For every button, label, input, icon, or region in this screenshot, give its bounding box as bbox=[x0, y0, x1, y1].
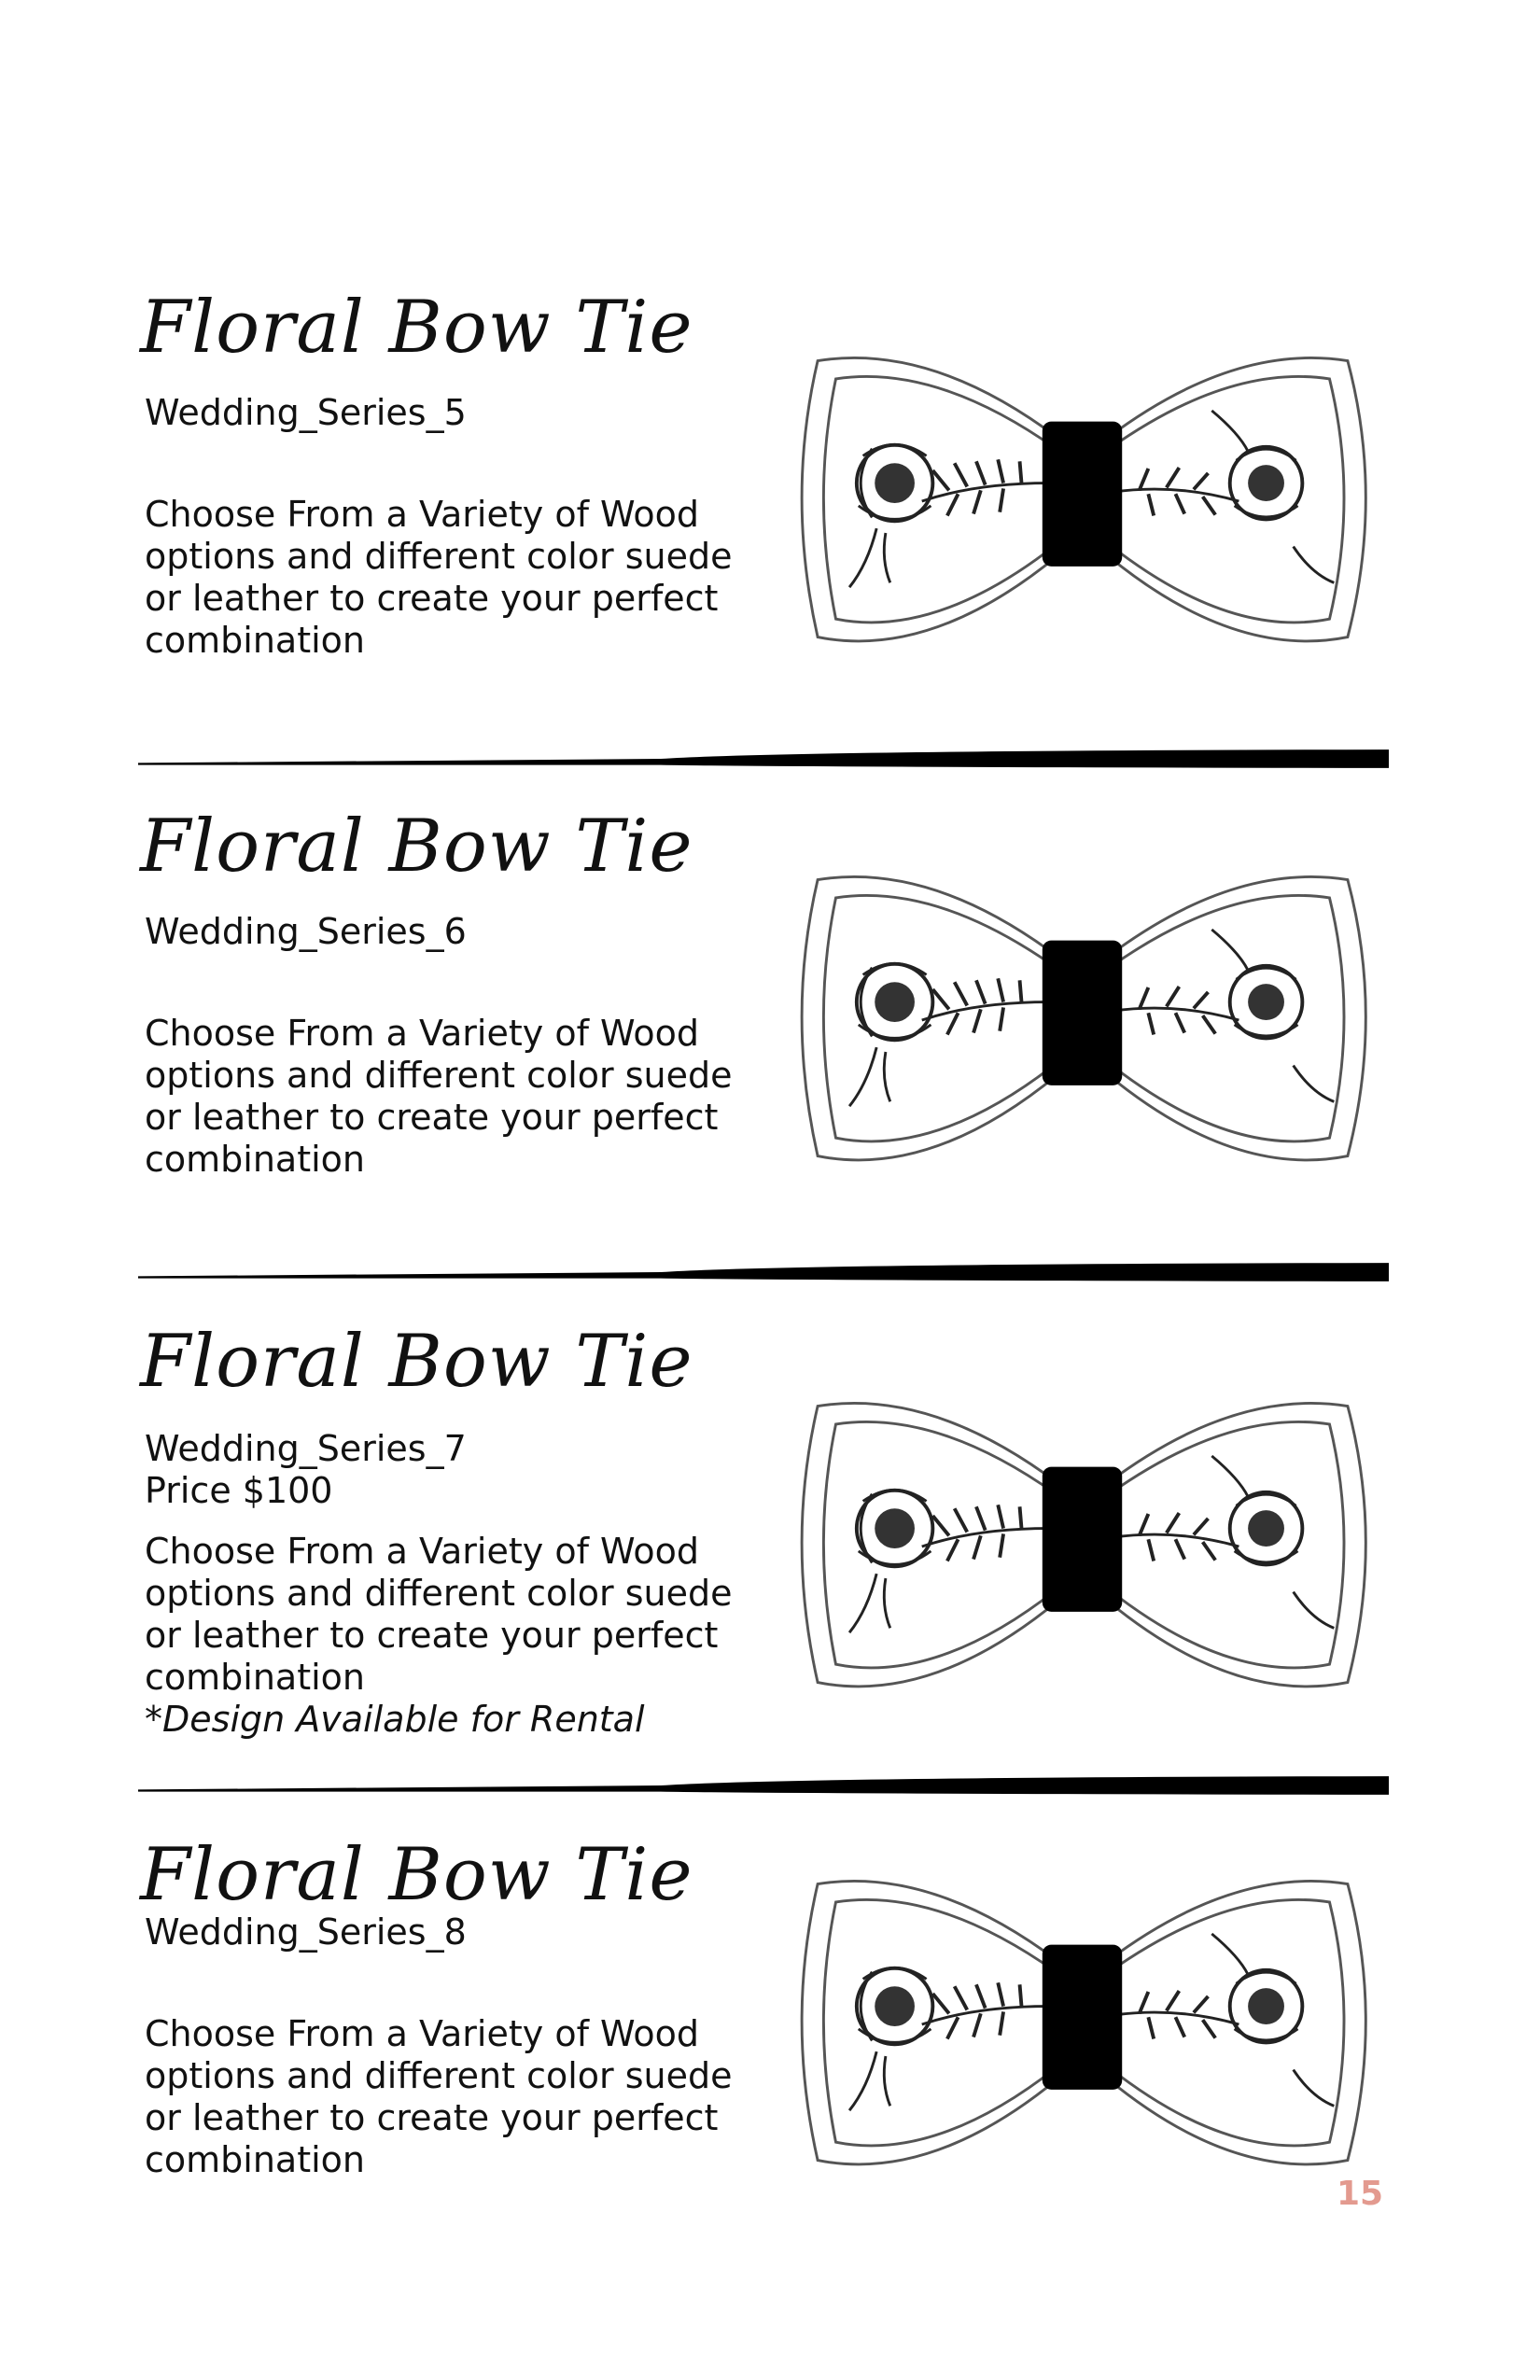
bowtie-image bbox=[779, 347, 1386, 655]
section-divider bbox=[138, 1775, 1389, 1796]
product-price: Price $100 bbox=[145, 1470, 333, 1511]
bowtie-image bbox=[779, 866, 1386, 1174]
product-details bbox=[145, 1428, 742, 1741]
section-divider bbox=[138, 749, 1389, 769]
product-title: Floral Bow Tie bbox=[140, 805, 693, 889]
product-description: Choose From a Variety of Wood options and different color suede or leather to create your perfect combination bbox=[145, 1013, 733, 1180]
product-wedding-series-6 bbox=[0, 805, 1540, 1333]
section-divider bbox=[138, 1262, 1389, 1282]
product-series: Wedding_Series_8 bbox=[145, 1911, 467, 1953]
product-title: Floral Bow Tie bbox=[140, 1320, 693, 1404]
product-description: Choose From a Variety of Wood options and different color suede or leather to create your perfect combination bbox=[145, 1531, 733, 1698]
product-details bbox=[145, 911, 742, 1181]
product-description: Choose From a Variety of Wood options and different color suede or leather to create your perfect combination bbox=[145, 2013, 733, 2180]
product-series: Wedding_Series_5 bbox=[145, 392, 467, 433]
product-title: Floral Bow Tie bbox=[140, 286, 693, 370]
product-wedding-series-5 bbox=[0, 286, 1540, 814]
bowtie-image bbox=[779, 1393, 1386, 1701]
product-wedding-series-8 bbox=[0, 1833, 1540, 2361]
product-series: Wedding_Series_6 bbox=[145, 911, 467, 952]
product-description: Choose From a Variety of Wood options and different color suede or leather to create your perfect combination bbox=[145, 494, 733, 661]
bowtie-image bbox=[779, 1870, 1386, 2178]
product-wedding-series-7 bbox=[0, 1320, 1540, 1848]
rental-note: *Design Available for Rental bbox=[145, 1699, 645, 1740]
product-details bbox=[145, 1911, 742, 2181]
product-title: Floral Bow Tie bbox=[140, 1833, 693, 1917]
product-details bbox=[145, 392, 742, 662]
product-series: Wedding_Series_7 bbox=[145, 1428, 467, 1469]
page-number: 15 bbox=[1337, 2175, 1384, 2213]
